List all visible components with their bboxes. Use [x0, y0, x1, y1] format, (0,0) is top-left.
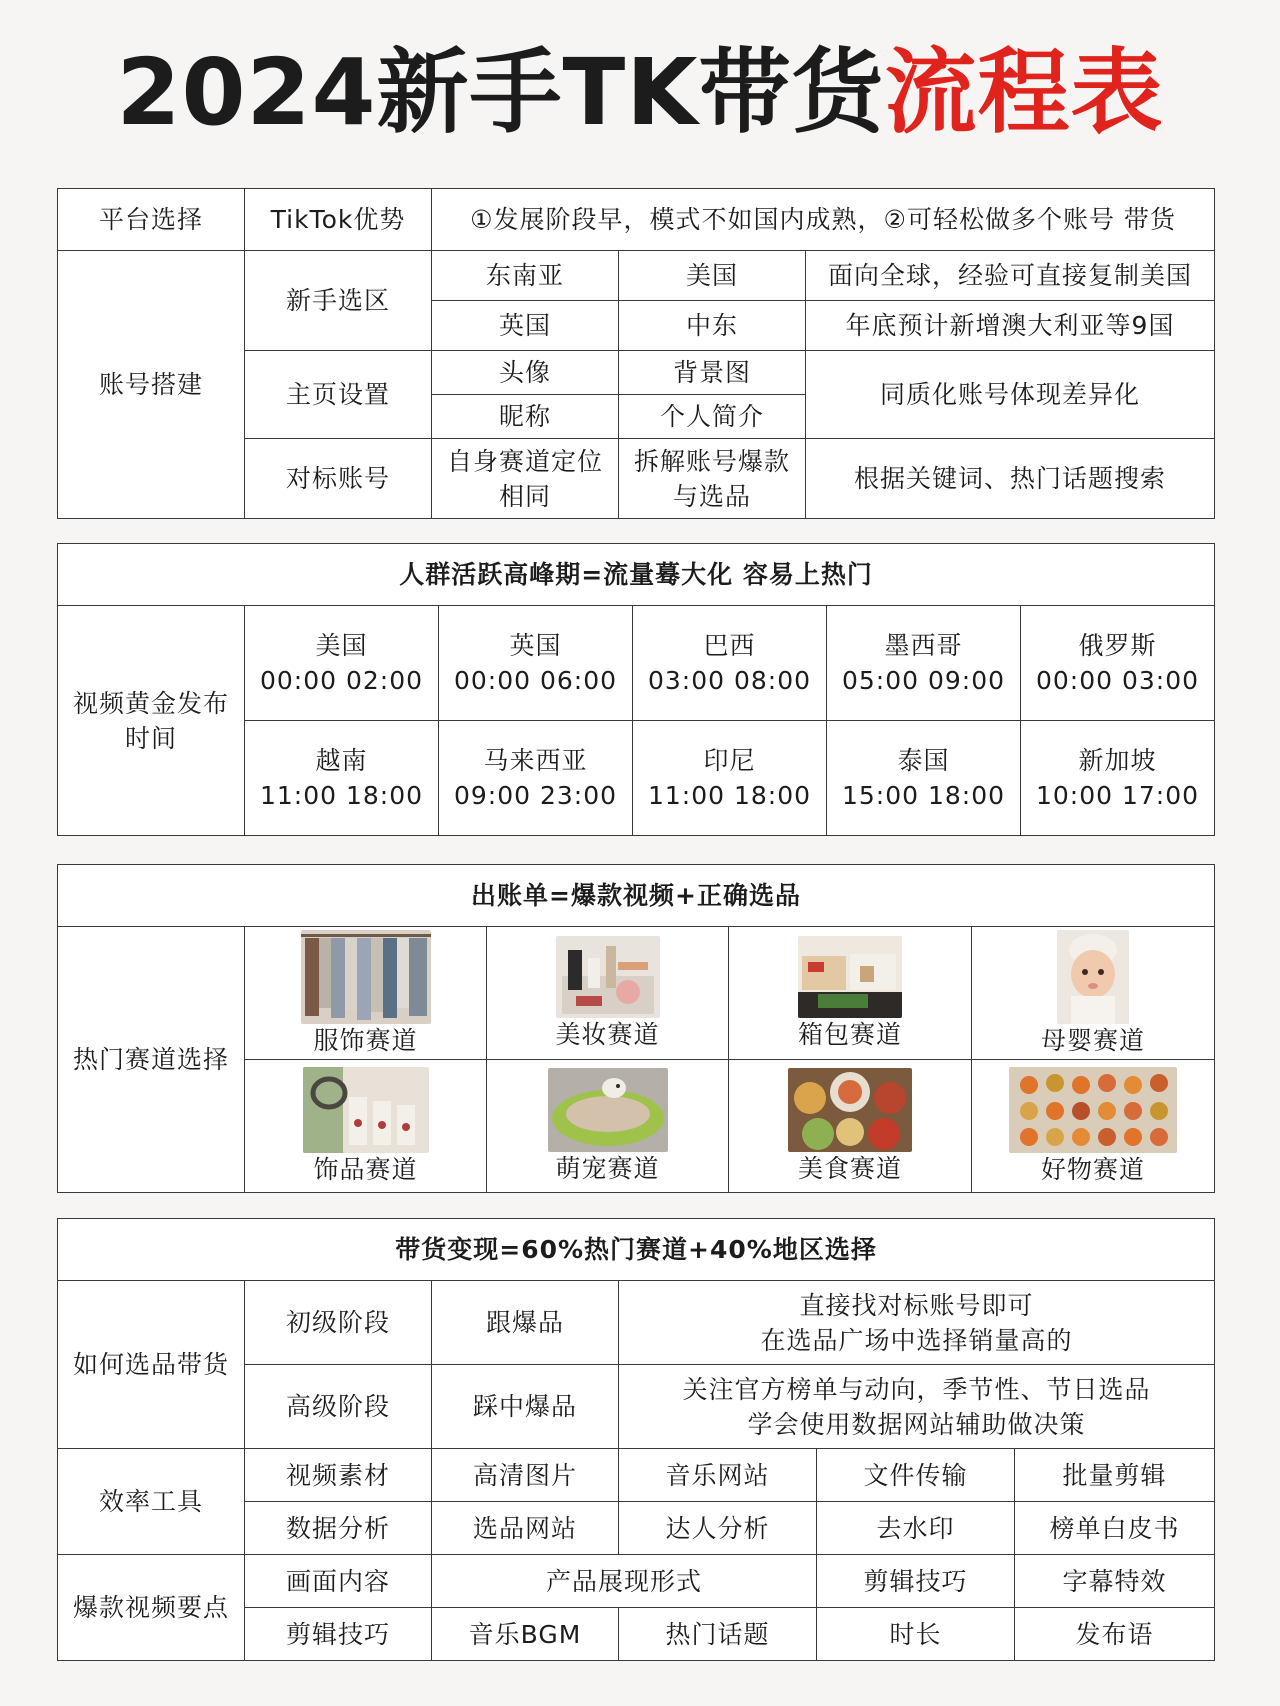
stage-method: 踩中爆品	[432, 1365, 619, 1449]
region-note: 年底预计新增澳大利亚等9国	[806, 301, 1215, 351]
homepage-item: 头像	[432, 351, 619, 395]
select-products-label: 如何选品带货	[58, 1281, 245, 1449]
country-cell	[1021, 606, 1215, 721]
country-cell	[245, 721, 439, 836]
track-cell	[729, 927, 972, 1060]
country-name: 越南	[315, 746, 368, 775]
posting-time-label: 视频黄金发布时间	[58, 606, 245, 836]
track-cell	[972, 927, 1215, 1060]
baby-photo	[1057, 930, 1129, 1024]
tool-item: 去水印	[817, 1502, 1015, 1555]
tool-item: 选品网站	[432, 1502, 619, 1555]
point-item: 音乐BGM	[432, 1608, 619, 1661]
country-cell	[439, 721, 633, 836]
track-cell	[729, 1060, 972, 1193]
tool-item: 文件传输	[817, 1449, 1015, 1502]
country-time: 00:00 02:00	[259, 666, 424, 695]
region-note: 面向全球，经验可直接复制美国	[806, 251, 1215, 301]
country-name: 巴西	[703, 631, 756, 660]
benchmark-item: 拆解账号爆款与选品	[619, 439, 806, 519]
section-header: 带货变现=60%热门赛道+40%地区选择	[58, 1219, 1215, 1281]
clothing-photo	[301, 930, 431, 1024]
tool-item: 达人分析	[619, 1502, 817, 1555]
tool-item: 数据分析	[245, 1502, 432, 1555]
benchmark-note: 根据关键词、热门话题搜索	[806, 439, 1215, 519]
country-name: 印尼	[703, 746, 756, 775]
country-time: 03:00 08:00	[647, 666, 812, 695]
section-header: 人群活跃高峰期=流量蓦大化 容易上热门	[58, 544, 1215, 606]
page-title	[0, 38, 1280, 148]
posting-time-table	[57, 543, 1215, 836]
goods-photo	[1009, 1067, 1177, 1153]
country-name: 泰国	[897, 746, 950, 775]
hot-tracks-label: 热门赛道选择	[58, 927, 245, 1193]
platform-label: 平台选择	[58, 189, 245, 251]
country-time: 00:00 03:00	[1035, 666, 1200, 695]
homepage-item: 昵称	[432, 395, 619, 439]
track-name: 好物赛道	[1040, 1155, 1145, 1184]
country-cell	[633, 721, 827, 836]
region-item: 东南亚	[432, 251, 619, 301]
homepage-note: 同质化账号体现差异化	[806, 351, 1215, 439]
account-setup-label: 账号搭建	[58, 251, 245, 519]
title-highlight: 流程表	[884, 39, 1164, 146]
country-time: 11:00 18:00	[647, 781, 812, 810]
track-cell	[487, 927, 729, 1060]
country-name: 新加坡	[1078, 746, 1157, 775]
country-cell	[827, 721, 1021, 836]
section-header: 出账单=爆款视频+正确选品	[58, 865, 1215, 927]
hot-tracks-table	[57, 864, 1215, 1193]
point-item: 发布语	[1015, 1608, 1215, 1661]
stage-method: 跟爆品	[432, 1281, 619, 1365]
point-item: 产品展现形式	[432, 1555, 817, 1608]
point-item: 剪辑技巧	[817, 1555, 1015, 1608]
jewelry-photo	[303, 1067, 429, 1153]
title-main: 2024新手TK带货	[116, 39, 885, 146]
country-time: 09:00 23:00	[453, 781, 618, 810]
tool-item: 榜单白皮书	[1015, 1502, 1215, 1555]
tool-item: 视频素材	[245, 1449, 432, 1502]
stage-label: 高级阶段	[245, 1365, 432, 1449]
point-item: 时长	[817, 1608, 1015, 1661]
tiktok-advantage-label: TikTok优势	[245, 189, 432, 251]
point-item: 热门话题	[619, 1608, 817, 1661]
stage-desc-line: 学会使用数据网站辅助做决策	[747, 1409, 1086, 1439]
homepage-item: 背景图	[619, 351, 806, 395]
region-item: 中东	[619, 301, 806, 351]
tool-item: 批量剪辑	[1015, 1449, 1215, 1502]
track-name: 服饰赛道	[313, 1026, 418, 1055]
homepage-item: 个人简介	[619, 395, 806, 439]
track-name: 萌宠赛道	[555, 1154, 660, 1183]
country-cell	[827, 606, 1021, 721]
track-cell	[487, 1060, 729, 1193]
track-name: 美妆赛道	[555, 1020, 660, 1049]
country-time: 10:00 17:00	[1035, 781, 1200, 810]
tool-item: 高清图片	[432, 1449, 619, 1502]
video-points-label: 爆款视频要点	[58, 1555, 245, 1661]
track-name: 饰品赛道	[313, 1155, 418, 1184]
makeup-photo	[556, 936, 660, 1018]
country-cell	[439, 606, 633, 721]
country-name: 马来西亚	[483, 746, 588, 775]
homepage-label: 主页设置	[245, 351, 432, 439]
stage-desc-line: 在选品广场中选择销量高的	[760, 1325, 1073, 1355]
stage-desc	[619, 1365, 1215, 1449]
monetization-table	[57, 1218, 1215, 1661]
stage-desc-line: 关注官方榜单与动向，季节性、节日选品	[682, 1374, 1151, 1404]
country-cell	[245, 606, 439, 721]
track-name: 箱包赛道	[797, 1020, 902, 1049]
track-cell	[245, 1060, 487, 1193]
point-item: 画面内容	[245, 1555, 432, 1608]
tiktok-advantage-desc: ①发展阶段早，模式不如国内成熟，②可轻松做多个账号 带货	[432, 189, 1215, 251]
country-time: 15:00 18:00	[841, 781, 1006, 810]
country-time: 00:00 06:00	[453, 666, 618, 695]
point-item: 剪辑技巧	[245, 1608, 432, 1661]
benchmark-label: 对标账号	[245, 439, 432, 519]
account-setup-table	[57, 188, 1215, 519]
country-cell	[633, 606, 827, 721]
track-name: 美食赛道	[797, 1154, 902, 1183]
food-photo	[788, 1068, 912, 1152]
stage-desc-line: 直接找对标账号即可	[799, 1290, 1034, 1320]
point-item: 字幕特效	[1015, 1555, 1215, 1608]
country-name: 美国	[315, 631, 368, 660]
country-time: 05:00 09:00	[841, 666, 1006, 695]
country-cell	[1021, 721, 1215, 836]
track-cell	[245, 927, 487, 1060]
region-item: 美国	[619, 251, 806, 301]
country-name: 俄罗斯	[1078, 631, 1157, 660]
region-item: 英国	[432, 301, 619, 351]
bags-photo	[798, 936, 902, 1018]
region-label: 新手选区	[245, 251, 432, 351]
benchmark-item: 自身赛道定位相同	[432, 439, 619, 519]
pet-photo	[548, 1068, 668, 1152]
track-cell	[972, 1060, 1215, 1193]
tools-label: 效率工具	[58, 1449, 245, 1555]
tool-item: 音乐网站	[619, 1449, 817, 1502]
stage-label: 初级阶段	[245, 1281, 432, 1365]
track-name: 母婴赛道	[1040, 1026, 1145, 1055]
country-name: 墨西哥	[884, 631, 963, 660]
stage-desc	[619, 1281, 1215, 1365]
country-time: 11:00 18:00	[259, 781, 424, 810]
country-name: 英国	[509, 631, 562, 660]
